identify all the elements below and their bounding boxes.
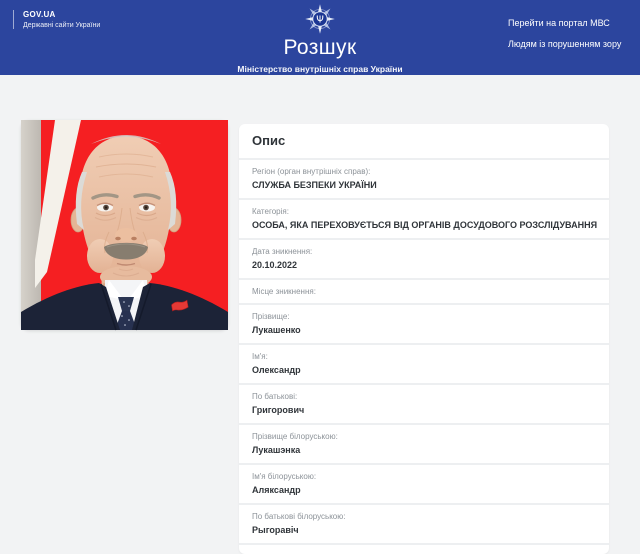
link-visually-impaired[interactable]: Людям із порушенням зору	[508, 39, 622, 49]
field-row	[239, 465, 609, 505]
gov-ua-subtitle: Державні сайти України	[23, 22, 101, 29]
field-value: Григорович	[252, 405, 305, 415]
header-links	[508, 18, 621, 60]
site-header	[0, 0, 640, 75]
page-title: Розшук	[283, 36, 357, 59]
field-label: Регіон (орган внутрішніх справ):	[252, 167, 371, 176]
field-value: ОСОБА, ЯКА ПЕРЕХОВУЄТЬСЯ ВІД ОРГАНІВ ДОСУДОВОГО РОЗСЛІДУВАННЯ	[252, 220, 598, 230]
field-row	[239, 280, 609, 305]
gov-ua-title: GOV.UA	[23, 10, 56, 19]
field-row	[239, 305, 609, 345]
field-label: Ім'я:	[252, 352, 268, 361]
field-value: СЛУЖБА БЕЗПЕКИ УКРАЇНИ	[252, 180, 377, 190]
field-label: Місце зникнення:	[252, 287, 316, 296]
field-row	[239, 345, 609, 385]
field-value: Рыгоравіч	[252, 525, 299, 535]
field-row	[239, 505, 609, 545]
field-label: Прізвище:	[252, 312, 290, 321]
field-value: Лукашенко	[252, 325, 301, 335]
link-mvs-portal[interactable]: Перейти на портал МВС	[508, 18, 610, 28]
field-label: По батькові:	[252, 392, 298, 401]
field-value: Олександр	[252, 365, 301, 375]
field-row	[239, 160, 609, 200]
field-label: По батькові білоруською:	[252, 512, 346, 521]
field-label: Прізвище білоруською:	[252, 432, 338, 441]
fields-list	[239, 160, 609, 545]
card-title: Опис	[239, 124, 609, 160]
field-row	[239, 425, 609, 465]
lukashenko-portrait-icon	[21, 120, 228, 330]
field-row	[239, 385, 609, 425]
svg-text:Ψ: Ψ	[316, 14, 324, 26]
field-label: Категорія:	[252, 207, 289, 216]
field-value: 20.10.2022	[252, 260, 298, 270]
mvs-emblem-icon	[304, 3, 336, 35]
field-label: Дата зникнення:	[252, 247, 313, 256]
field-row	[239, 240, 609, 280]
field-value: Лукашэнка	[252, 445, 301, 455]
page-subtitle: Міністерство внутрішніх справ України	[237, 64, 403, 74]
field-label: Ім'я білоруською:	[252, 472, 317, 481]
field-row	[239, 200, 609, 240]
wanted-person-photo	[21, 120, 228, 330]
description-card	[239, 124, 609, 554]
field-value: Аляксандр	[252, 485, 301, 495]
